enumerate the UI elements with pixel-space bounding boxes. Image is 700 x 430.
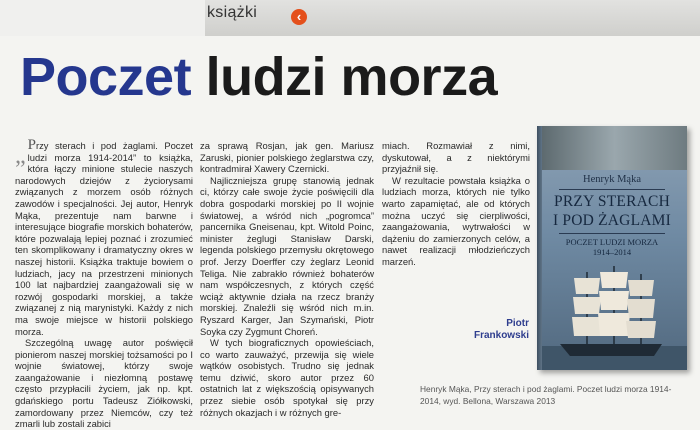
top-margin xyxy=(0,0,205,36)
sailing-ship-illustration xyxy=(542,264,687,370)
article-paragraph: miach. Rozmawiał z nimi, dyskutował, a z niektórymi przyjaźnił się. xyxy=(382,140,530,175)
book-cover-photo xyxy=(542,126,687,170)
title-word-2: ludzi morza xyxy=(205,47,498,107)
article-paragraph: W rezultacie powstała książka o ludziach morza, których nie tylko warto zapamiętać, ale od których można uczyć się cierpliwości, zaangażowania, wytrwałości w dążeniu do zamierzonych celów, a nawet realizacji młodzieńczych marzeń. xyxy=(382,174,530,267)
paragraph-text: rzy sterach i pod żaglami. Poczet ludzi morza 1914-2014” to książka, która łączy minione stulecie naszych narodowych dziejów z życiorysami związanych z morzem osób różnych zawodów i specjalności. Jej autor, Henryk Mąka, prezentuje nam barwne i interesujące biografie morskich bohaterów, które pozwalają lepiej poznać i zrozumieć ten skomplikowany i dramatyczny okres w naszej historii. Książka traktuje bowiem o ludziach, jacy na przestrzeni minionych 100 lat najbardziej zaangażowali się w rozwój gospodarki morskiej, a także związanej z nią marynistyki. Każdy z nich ma swoje miejsce w historii polskiego morza. xyxy=(15,140,193,337)
author-last-name: Frankowski xyxy=(473,330,529,341)
section-header-bar xyxy=(205,0,700,36)
text-column-1 xyxy=(15,137,193,430)
text-column-2 xyxy=(200,140,374,418)
book-cover-subtitle-line: 1914–2014 xyxy=(592,247,632,257)
text-column-3 xyxy=(382,140,530,268)
author-first-name: Piotr xyxy=(506,318,529,329)
book-cover-title xyxy=(545,192,679,230)
book-cover-rule xyxy=(559,189,665,190)
book-cover-subtitle-line: POCZET LUDZI MORZA xyxy=(565,237,659,247)
author-signature xyxy=(453,318,529,342)
article-paragraph xyxy=(15,137,193,337)
article-paragraph: za sprawą Rosjan, jak gen. Mariusz Zaruski, pionier polskiego żeglarstwa czy, kontradmirał Xawery Czernicki. xyxy=(200,140,374,175)
title-word-1: Poczet xyxy=(20,47,192,107)
article-paragraph: W tych biograficznych opowieściach, co warto zauważyć, przewija się wiele wątków osobistych. Trudno się jednak temu dziwić, skoro autor przez 60 ostatnich lat z większością opisywanych przez siebie osób spotykał się przy różnych okazjach i w różnych gre- xyxy=(200,337,374,418)
book-cover-title-line: PRZY STERACH xyxy=(554,193,670,210)
dropcap: P xyxy=(27,137,36,153)
article-paragraph: Szczególną uwagę autor poświęcił pionierom naszej morskiej tożsamości po I wojnie światowej, którzy swoje zaangażowanie i niezłomną postawę często przypłacili życiem, jak np. kpt. gdańskiego portu Tadeusz Ziółkowski, zamordowany przez Niemców, czy też zmarli lub zostali zabici xyxy=(15,337,193,430)
opening-quote-mark: „ xyxy=(15,143,26,169)
back-arrow-icon[interactable]: ‹ xyxy=(291,9,307,25)
book-cover-author: Henryk Mąka xyxy=(582,174,642,185)
article-title xyxy=(20,46,497,108)
book-cover-rule xyxy=(559,233,665,234)
book-caption: Henryk Mąka, Przy sterach i pod żaglami. Poczet ludzi morza 1914-2014, wyd. Bellona, Warszawa 2013 xyxy=(420,384,672,406)
article-paragraph: Najliczniejsza grupę stanowią jednak ci, którzy całe swoje życie poświęcili dla dobra gospodarki morskiej po II wojnie światowej, a wśród nich „pogromca” pancernika Gneisenau, kpt. Witold Poinc, minister żeglugi Stanisław Darski, legenda polskiego przemysłu okrętowego prof. Jerzy Doerffer czy żeglarz Leonid Teliga. Nie zabrakło również bohaterów nam współczesnych, z których część wciąż aktywnie działa na rzecz branży morskiej. Znaleźli się wśród nich m.in. Ryszard Karger, Jan Szymański, Piotr Soyka czy Zygmunt Choreń. xyxy=(200,174,374,337)
book-cover-title-line: I POD ŻAGLAMI xyxy=(553,212,671,229)
book-cover-subtitle xyxy=(537,237,687,257)
book-cover xyxy=(537,126,687,370)
section-tag[interactable]: książki xyxy=(207,4,258,21)
